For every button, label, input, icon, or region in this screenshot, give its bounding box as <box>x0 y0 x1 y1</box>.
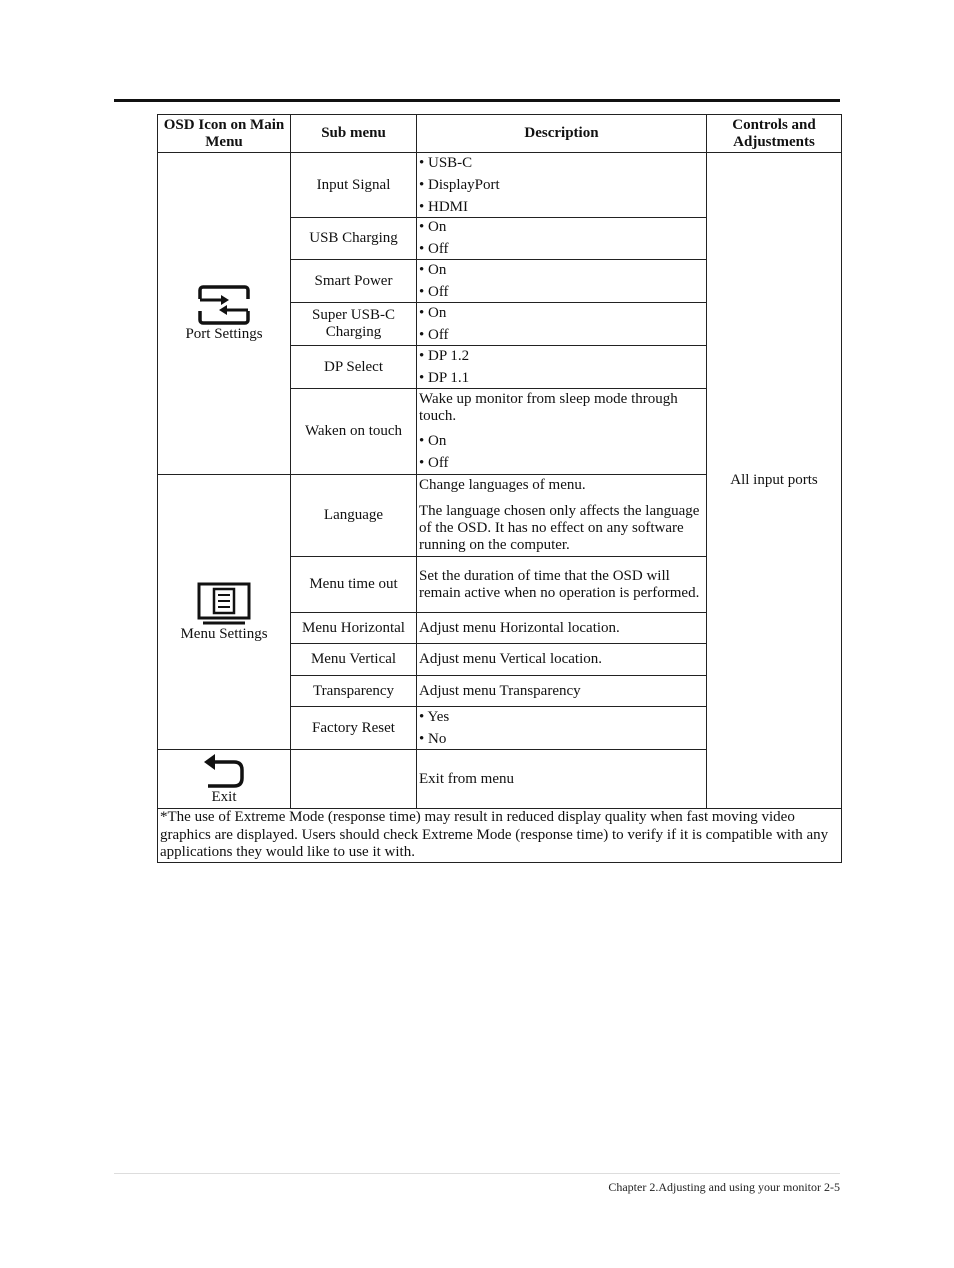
desc-menu-horizontal: Adjust menu Horizontal location. <box>417 613 707 644</box>
desc-waken-on-touch: Wake up monitor from sleep mode through touch. • On • Off <box>417 389 707 475</box>
sub-menu-vertical: Menu Vertical <box>291 644 417 676</box>
desc-exit: Exit from menu <box>417 750 707 809</box>
exit-cell <box>158 750 291 809</box>
sub-menu-time-out: Menu time out <box>291 557 417 613</box>
header-controls: Controls and Adjustments <box>707 115 842 153</box>
desc-usb-charging: • On • Off <box>417 218 707 260</box>
sub-exit <box>291 750 417 809</box>
exit-icon <box>202 753 246 789</box>
desc-smart-power: • On • Off <box>417 260 707 303</box>
sub-usb-charging: USB Charging <box>291 218 417 260</box>
sub-language: Language <box>291 475 417 557</box>
controls-cell: All input ports <box>707 153 842 809</box>
header-sub-menu: Sub menu <box>291 115 417 153</box>
menu-settings-label: Menu Settings <box>180 625 268 642</box>
sub-waken-on-touch: Waken on touch <box>291 389 417 475</box>
sub-menu-horizontal: Menu Horizontal <box>291 613 417 644</box>
exit-label: Exit <box>211 788 237 805</box>
footnote-row <box>158 809 842 863</box>
desc-menu-time-out: Set the duration of time that the OSD will remain active when no operation is performed. <box>417 557 707 613</box>
menu-settings-cell <box>158 475 291 750</box>
sub-smart-power: Smart Power <box>291 260 417 303</box>
desc-input-signal: • USB-C • DisplayPort • HDMI <box>417 153 707 218</box>
header-osd-icon: OSD Icon on Main Menu <box>158 115 291 153</box>
footnote: *The use of Extreme Mode (response time) may result in reduced display quality when fast moving video graphics are displayed. Users should check Extreme Mode (response time) to verify if it is compatible with any applications they would like to use it with. <box>158 809 842 863</box>
desc-super-usb-c-charging: • On • Off <box>417 303 707 346</box>
desc-transparency: Adjust menu Transparency <box>417 676 707 707</box>
header-description: Description <box>417 115 707 153</box>
page-footer: Chapter 2.Adjusting and using your monitor 2-5 <box>608 1180 840 1194</box>
sub-super-usb-c-charging: Super USB-C Charging <box>291 303 417 346</box>
sub-dp-select: DP Select <box>291 346 417 389</box>
port-settings-icon <box>195 284 253 326</box>
desc-menu-vertical: Adjust menu Vertical location. <box>417 644 707 676</box>
sub-transparency: Transparency <box>291 676 417 707</box>
header-row <box>158 115 842 153</box>
menu-settings-icon <box>197 582 251 626</box>
sub-factory-reset: Factory Reset <box>291 707 417 750</box>
port-settings-label: Port Settings <box>185 326 263 342</box>
port-settings-cell <box>158 153 291 475</box>
osd-table <box>157 114 842 863</box>
bottom-rule <box>114 1173 840 1174</box>
desc-dp-select: • DP 1.2 • DP 1.1 <box>417 346 707 389</box>
top-rule <box>114 99 840 102</box>
sub-input-signal: Input Signal <box>291 153 417 218</box>
desc-language: Change languages of menu. The language chosen only affects the language of the OSD. It has no effect on any software running on the computer. <box>417 475 707 557</box>
desc-factory-reset: • Yes • No <box>417 707 707 750</box>
table-row <box>158 153 842 218</box>
